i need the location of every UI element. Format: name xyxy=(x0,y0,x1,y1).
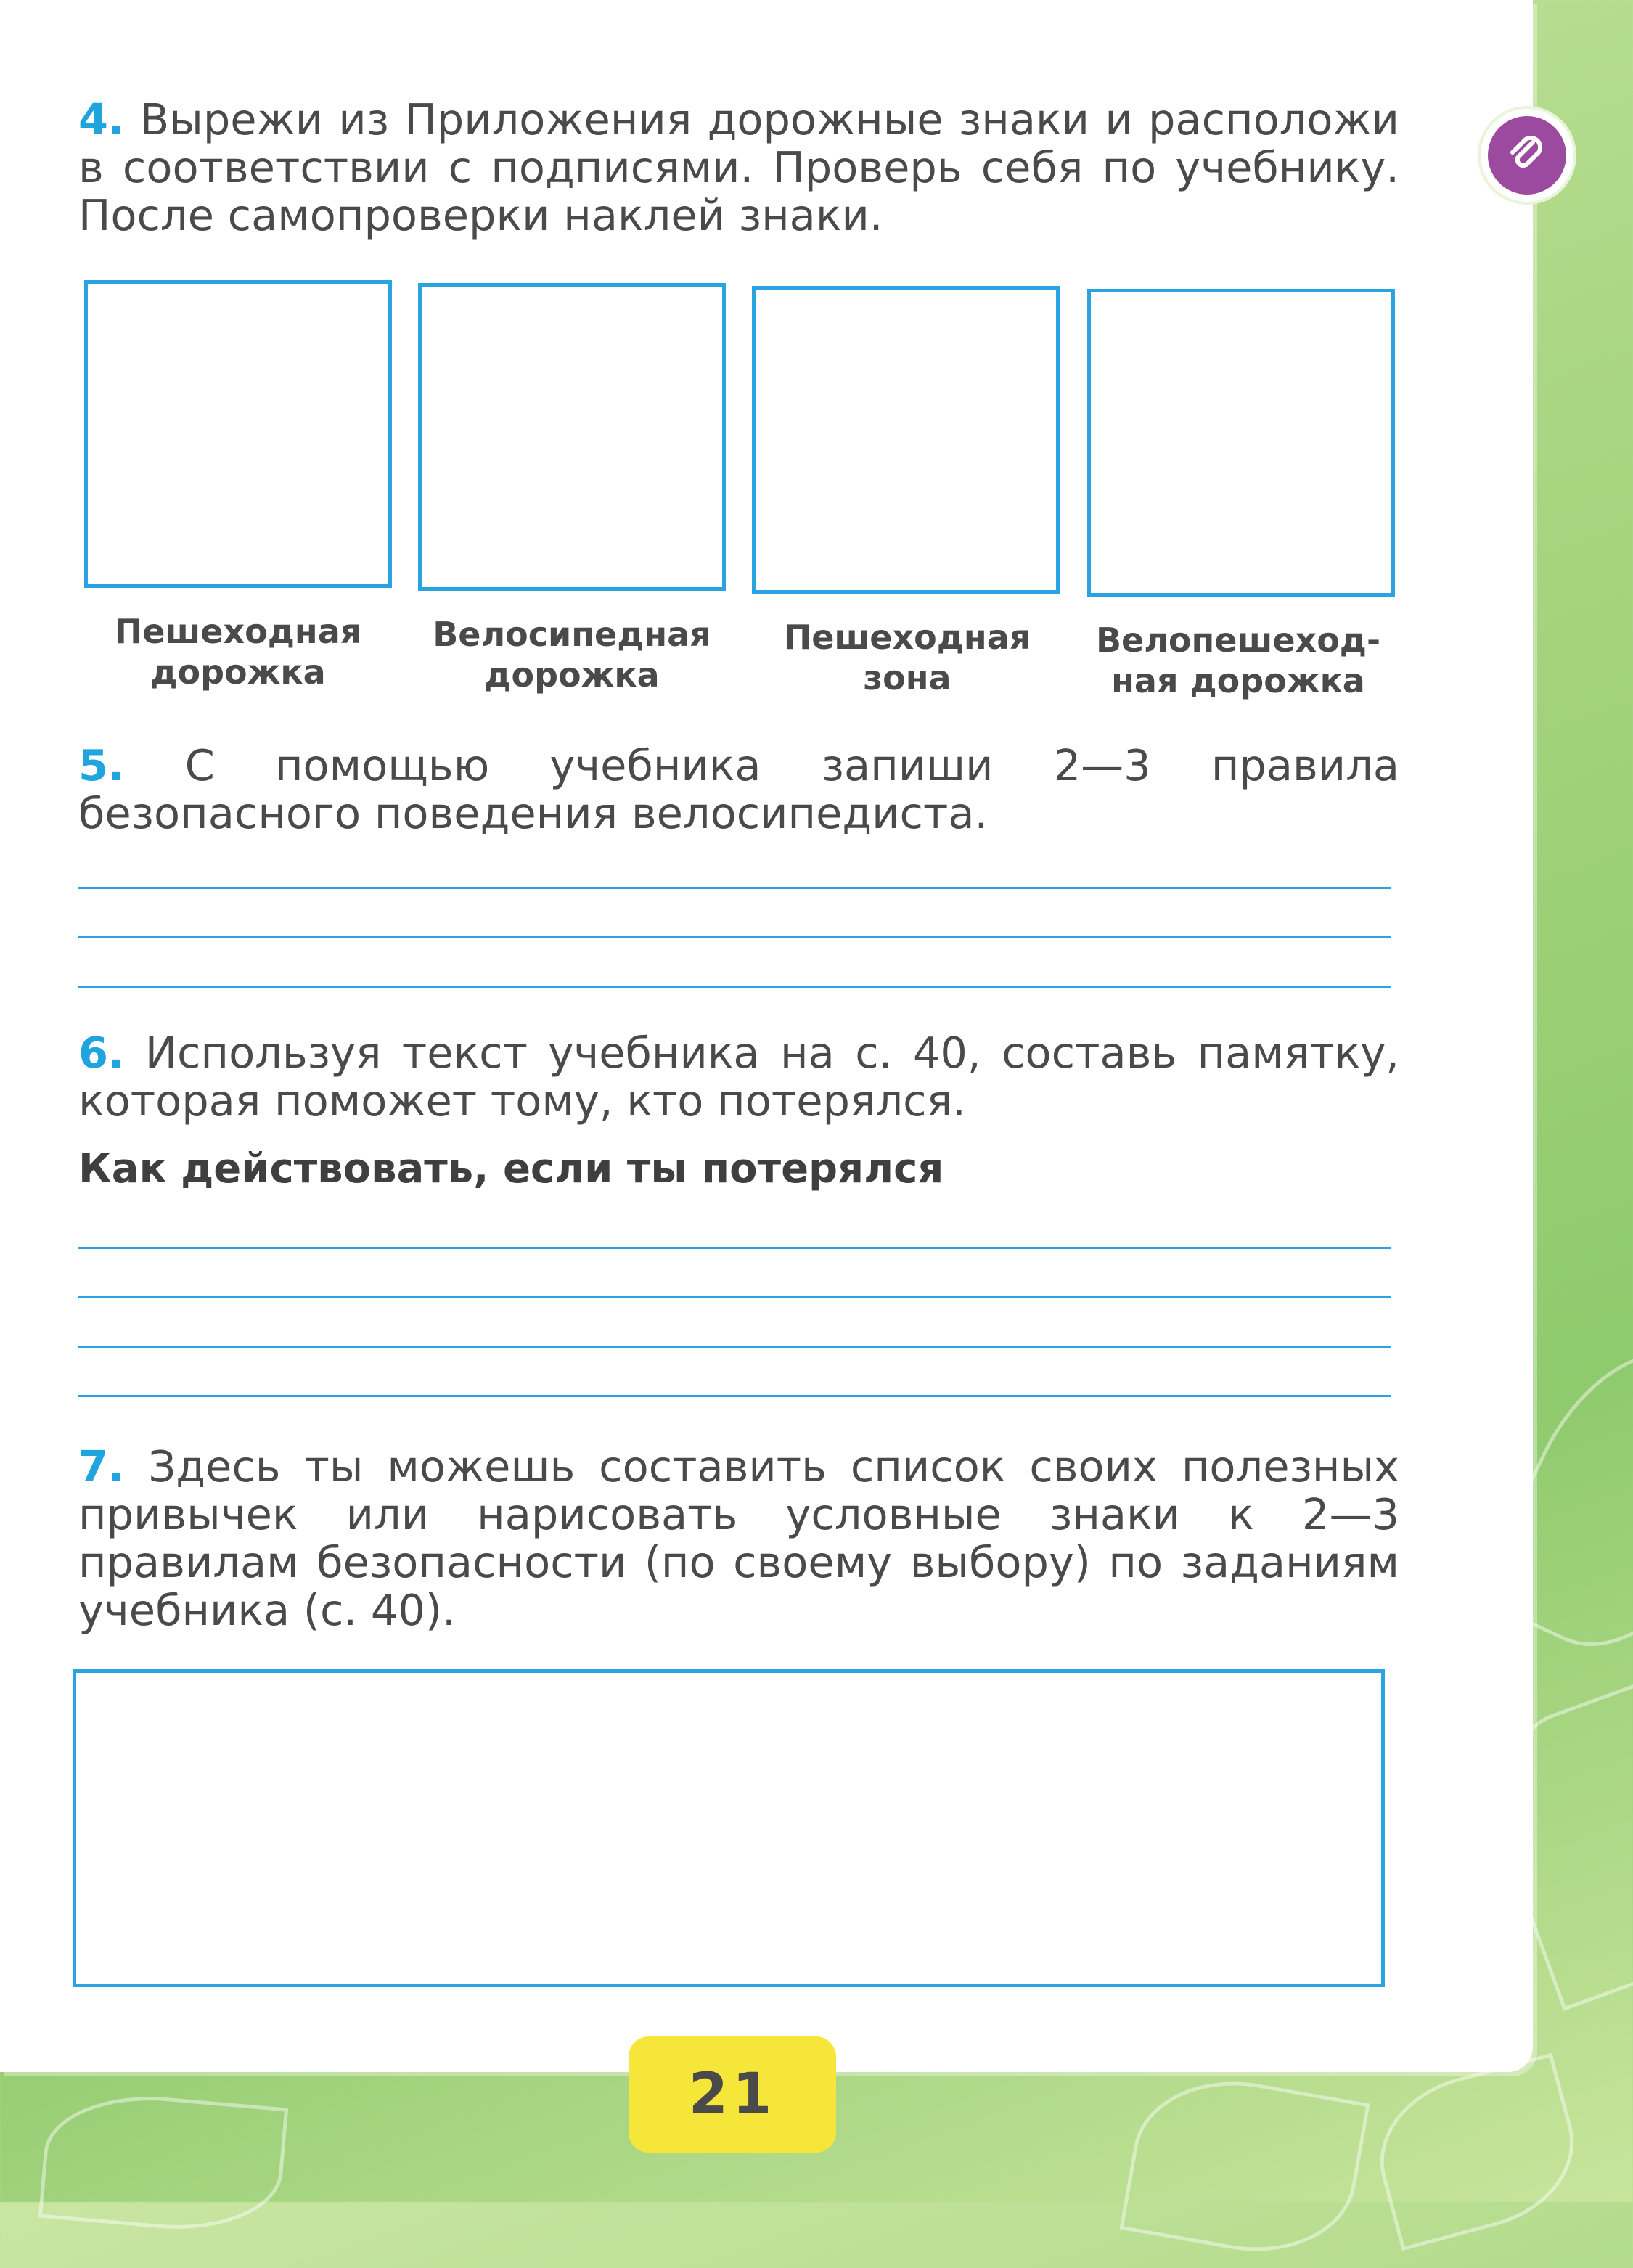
task-7-number: 7. xyxy=(78,1441,125,1491)
paperclip-badge xyxy=(1481,109,1573,202)
sign-caption-3 xyxy=(755,617,1060,698)
answer-line[interactable] xyxy=(78,1346,1391,1348)
sign-caption-line: дорожка xyxy=(150,652,326,692)
sign-caption-line: Велосипедная xyxy=(433,615,711,654)
answer-line[interactable] xyxy=(78,887,1391,889)
answer-line[interactable] xyxy=(78,1395,1391,1397)
answer-line[interactable] xyxy=(78,1247,1391,1249)
task-4-number: 4. xyxy=(78,94,125,144)
sign-slot-2[interactable] xyxy=(418,283,726,591)
sign-caption-line: Пешеходная xyxy=(783,618,1031,657)
task-7 xyxy=(78,1443,1399,1634)
sign-slot-1[interactable] xyxy=(84,280,392,588)
task-4-text: Вырежи из Приложения дорожные знаки и расположи в соответствии с подписями. Проверь себя по учебнику. После самопроверки наклей знаки. xyxy=(78,94,1399,240)
sign-caption-4 xyxy=(1086,620,1391,701)
background-leaf xyxy=(1119,2065,1370,2268)
task-4 xyxy=(78,96,1399,240)
sign-caption-line: Пешеходная xyxy=(114,612,362,651)
answer-line[interactable] xyxy=(78,1296,1391,1298)
drawing-area[interactable] xyxy=(73,1669,1385,1987)
task-5 xyxy=(78,742,1399,838)
sign-caption-1 xyxy=(86,611,390,692)
task-6 xyxy=(78,1029,1399,1125)
task-6-number: 6. xyxy=(78,1028,125,1078)
sign-caption-line: дорожка xyxy=(484,655,660,695)
background-leaf xyxy=(38,2087,288,2238)
memo-heading: Как действовать, если ты потерялся xyxy=(78,1145,944,1192)
sign-caption-line: ная дорожка xyxy=(1111,661,1365,700)
task-5-text: С помощью учебника запиши 2—3 правила безопасного поведения велосипедиста. xyxy=(78,740,1399,838)
sign-caption-2 xyxy=(419,614,724,695)
answer-line[interactable] xyxy=(78,986,1391,988)
task-7-text: Здесь ты можешь составить список своих полезных привычек или нарисовать условные знаки к 2—3 правилам безопасности (по своему выбору) по заданиям учебника (с. 40). xyxy=(78,1441,1399,1635)
task-6-text: Используя текст учебника на с. 40, составь памятку, которая поможет тому, кто потерялся. xyxy=(78,1028,1399,1126)
paperclip-icon xyxy=(1504,132,1550,179)
sign-slot-3[interactable] xyxy=(752,286,1060,594)
page-number: 21 xyxy=(629,2036,836,2153)
task-5-number: 5. xyxy=(78,740,125,790)
sign-slot-4[interactable] xyxy=(1087,289,1395,597)
sign-caption-line: Велопешеход- xyxy=(1095,621,1381,660)
sign-caption-line: зона xyxy=(863,658,951,697)
answer-line[interactable] xyxy=(78,936,1391,938)
background-leaf xyxy=(1362,2053,1591,2251)
